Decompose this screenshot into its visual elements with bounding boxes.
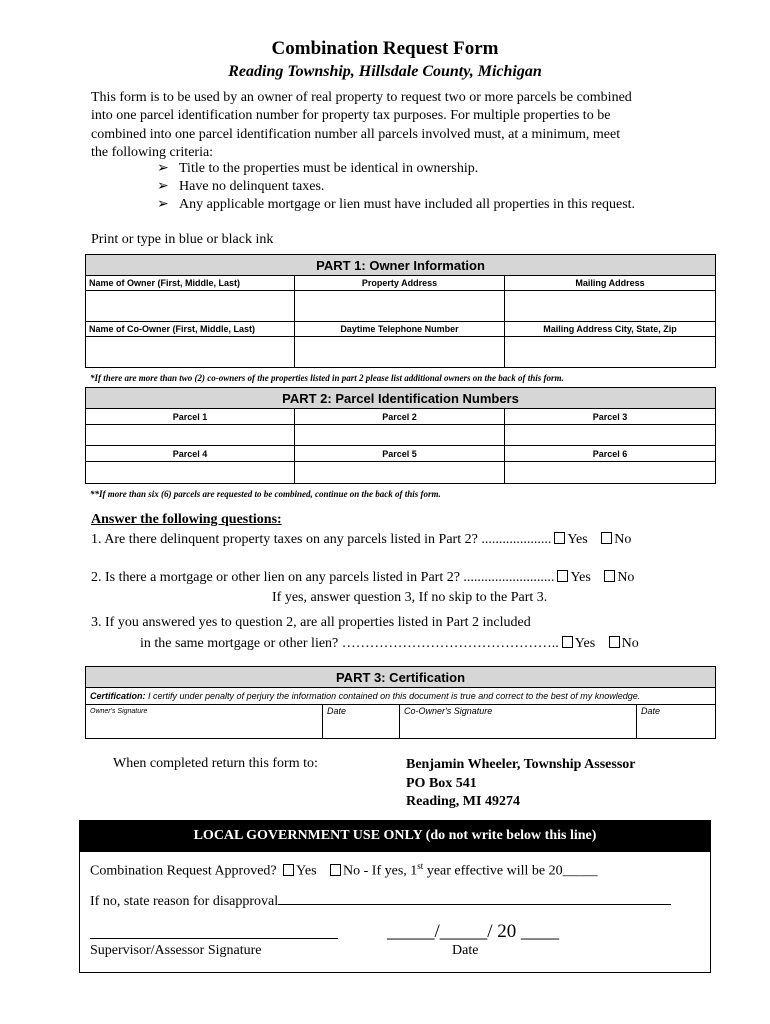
q3-no-checkbox[interactable] [609, 636, 620, 648]
no-label: No [614, 532, 632, 547]
question-text: in the same mortgage or other lien? ……………………………………….. [140, 636, 559, 651]
assessor-name: Benjamin Wheeler, Township Assessor [406, 757, 636, 772]
question-text: 2. Is there a mortgage or other lien on any parcels listed in Part 2? .......................... [91, 570, 555, 585]
parcel-field[interactable] [86, 462, 295, 484]
no-text: No - If yes, 1 [343, 863, 418, 879]
city-state-zip: Reading, MI 49274 [406, 794, 520, 809]
supervisor-signature-label: Supervisor/Assessor Signature [90, 943, 262, 958]
intro-paragraph [91, 89, 691, 163]
form-subtitle: Reading Township, Hillsdale County, Michigan [228, 63, 542, 80]
owner-name-field[interactable] [86, 291, 295, 322]
criteria-text: Have no delinquent taxes. [179, 179, 325, 194]
certification-text: I certify under penalty of perjury the information contained on this document is true and correct to the best of my knowledge. [145, 691, 641, 701]
approved-yes-checkbox[interactable] [283, 864, 294, 876]
coowner-date-field[interactable] [637, 705, 716, 739]
certification-label: Certification: [90, 691, 146, 701]
approval-date-field[interactable]: _____/_____/ 20 ____ [387, 921, 560, 942]
intro-line: This form is to be used by an owner of real property to request two or more parcels be combined [91, 90, 632, 105]
coowner-name-field[interactable] [86, 337, 295, 368]
yes-label: Yes [570, 570, 591, 585]
ink-instruction: Print or type in blue or black ink [91, 232, 274, 247]
question-2 [91, 570, 634, 586]
question-text: 1. Are there delinquent property taxes on any parcels listed in Part 2? .................... [91, 532, 552, 547]
criteria-item [157, 196, 635, 213]
property-address-field[interactable] [295, 291, 505, 322]
parcel-label: Parcel 4 [86, 446, 295, 462]
parcel-field[interactable] [86, 425, 295, 446]
parcel-label: Parcel 2 [295, 409, 505, 425]
part3-table [85, 666, 716, 739]
property-address-label: Property Address [295, 276, 505, 291]
q2-no-checkbox[interactable] [604, 570, 615, 582]
yes-label: Yes [567, 532, 588, 547]
mailing-city-field[interactable] [505, 337, 716, 368]
ordinal-suffix: st [417, 861, 424, 871]
effective-year-text: year effective will be 20_____ [423, 863, 598, 879]
disapproval-line [90, 891, 671, 910]
parcel-field[interactable] [295, 425, 505, 446]
mailing-city-label: Mailing Address City, State, Zip [505, 322, 716, 337]
question-3 [140, 636, 639, 652]
gov-use-box [79, 820, 711, 973]
disapproval-label: If no, state reason for disapproval [90, 894, 279, 909]
owner-signature-field[interactable] [86, 705, 323, 739]
yes-label: Yes [574, 636, 596, 651]
part1-note: *If there are more than two (2) co-owners of the properties listed in part 2 please list additional owners on the back of this form. [90, 373, 564, 383]
question-3-line1: 3. If you answered yes to question 2, are all properties listed in Part 2 included [91, 615, 531, 630]
po-box: PO Box 541 [406, 775, 477, 791]
part3-header: PART 3: Certification [86, 667, 716, 688]
parcel-label: Parcel 1 [86, 409, 295, 425]
mailing-address-label: Mailing Address [505, 276, 716, 291]
no-label: No [621, 636, 639, 651]
approval-date-label: Date [452, 943, 479, 958]
coowner-name-label: Name of Co-Owner (First, Middle, Last) [86, 322, 295, 337]
owner-date-field[interactable] [323, 705, 400, 739]
arrow-bullet-icon: ➢ [157, 197, 169, 212]
criteria-item [157, 178, 324, 195]
part1-header: PART 1: Owner Information [86, 255, 716, 276]
coowner-signature-label: Co-Owner's Signature [404, 706, 493, 716]
parcel-label: Parcel 3 [505, 409, 716, 425]
parcel-field[interactable] [295, 462, 505, 484]
criteria-text: Title to the properties must be identical in ownership. [179, 161, 479, 176]
intro-line: combined into one parcel identification number all parcels involved must, at a minimum, meet [91, 126, 621, 142]
no-label: No [617, 570, 635, 585]
approval-label: Combination Request Approved? [90, 863, 277, 879]
disapproval-reason-field[interactable] [278, 891, 671, 905]
questions-heading: Answer the following questions: [91, 512, 282, 527]
gov-use-header: LOCAL GOVERNMENT USE ONLY (do not write below this line) [80, 821, 710, 852]
part2-table [85, 387, 716, 484]
approval-line [90, 861, 598, 880]
parcel-label: Parcel 6 [505, 446, 716, 462]
return-address [406, 756, 636, 812]
parcel-field[interactable] [505, 425, 716, 446]
intro-line: into one parcel identification number for property tax purposes. For multiple properties to be [91, 108, 611, 124]
criteria-item [157, 160, 478, 177]
intro-line: the following criteria: [91, 145, 214, 161]
date-label: Date [327, 706, 347, 716]
certification-statement [86, 688, 716, 705]
criteria-text: Any applicable mortgage or lien must have included all properties in this request. [179, 197, 636, 212]
q2-yes-checkbox[interactable] [557, 570, 568, 582]
arrow-bullet-icon: ➢ [157, 179, 169, 194]
parcel-field[interactable] [505, 462, 716, 484]
part1-table [85, 254, 716, 368]
q3-yes-checkbox[interactable] [562, 636, 573, 648]
supervisor-signature-field[interactable] [90, 938, 338, 939]
yes-label: Yes [296, 863, 317, 879]
date-label: Date [641, 706, 661, 716]
arrow-bullet-icon: ➢ [157, 161, 169, 176]
question-1 [91, 532, 631, 548]
owner-signature-label: Owner's Signature [90, 708, 148, 715]
parcel-label: Parcel 5 [295, 446, 505, 462]
q1-yes-checkbox[interactable] [554, 532, 565, 544]
approved-no-checkbox[interactable] [330, 864, 341, 876]
coowner-signature-field[interactable] [400, 705, 637, 739]
part2-note: **If more than six (6) parcels are requested to be combined, continue on the back of this form. [90, 489, 441, 499]
form-title: Combination Request Form [271, 38, 499, 59]
owner-name-label: Name of Owner (First, Middle, Last) [86, 276, 295, 291]
part2-header: PART 2: Parcel Identification Numbers [86, 388, 716, 409]
question-2-followup: If yes, answer question 3, If no skip to the Part 3. [272, 590, 548, 605]
phone-field[interactable] [295, 337, 505, 368]
return-label: When completed return this form to: [113, 756, 318, 771]
q1-no-checkbox[interactable] [601, 532, 612, 544]
phone-label: Daytime Telephone Number [295, 322, 505, 337]
mailing-address-field[interactable] [505, 291, 716, 322]
